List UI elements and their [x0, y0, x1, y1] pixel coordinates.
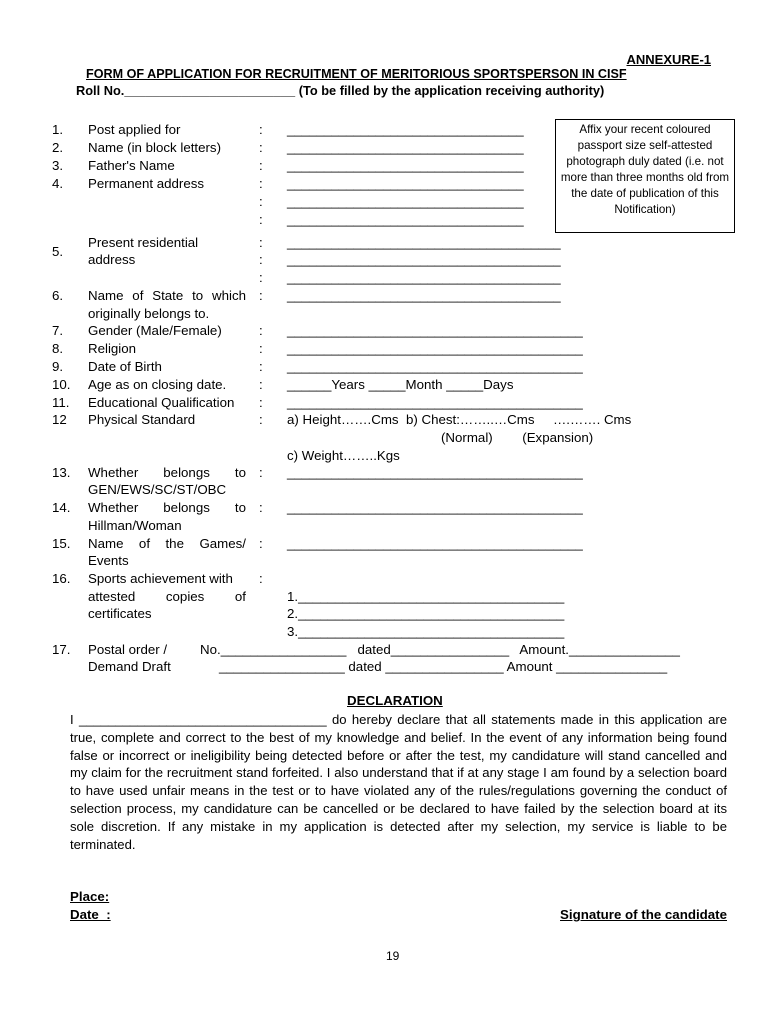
field-number: 3. — [52, 158, 64, 173]
gender-field[interactable]: ________________________________________ — [287, 323, 583, 338]
field-number: 16. — [52, 571, 71, 586]
category-field[interactable]: ________________________________________ — [287, 465, 583, 480]
field-label: Demand Draft — [88, 659, 171, 674]
field-label: Educational Qualification — [88, 395, 235, 410]
colon: : — [259, 536, 263, 551]
field-label: address — [88, 252, 136, 267]
present-address-field[interactable]: _____________________________________ — [287, 252, 561, 267]
permanent-address-field[interactable]: ________________________________ — [287, 194, 524, 209]
field-label: Whether belongs to — [88, 465, 246, 480]
colon: : — [259, 252, 263, 267]
post-applied-field[interactable]: ________________________________ — [287, 122, 524, 137]
field-label: Events — [88, 553, 129, 568]
declaration-heading: DECLARATION — [347, 693, 443, 708]
colon: : — [259, 571, 263, 586]
colon: : — [259, 176, 263, 191]
field-number: 6. — [52, 288, 64, 303]
name-field[interactable]: ________________________________ — [287, 140, 524, 155]
permanent-address-field[interactable]: ________________________________ — [287, 212, 524, 227]
page-number: 19 — [386, 949, 400, 963]
achievement-field-1[interactable]: 1.____________________________________ — [287, 589, 565, 604]
field-number: 7. — [52, 323, 64, 338]
field-label: Postal order / — [88, 642, 168, 657]
present-address-field[interactable]: _____________________________________ — [287, 235, 561, 250]
field-label: certificates — [88, 606, 152, 621]
colon: : — [259, 359, 263, 374]
colon: : — [259, 288, 263, 303]
declaration-text: I __________________________________ do hereby declare that all statements made in this application are true, complete and correct to the best of my knowledge and belief. In the event of any information being found false or incorrect or ineligibility being detected before or after the test, my candidature will stand cancelled and my claim for the recruitment stand forfeited. I also understand that if at any stage I am found by a selection board to have used unfair means in the test or to have violated any of the rules/regulations governing the conduct of selection process, my candidature can be cancelled or be declared to have failed by the selection board at its sole discretion. If any mistake in my application is detected after my selection, my service is liable to be terminated. — [70, 712, 727, 852]
colon: : — [259, 341, 263, 356]
field-number: 15. — [52, 536, 71, 551]
field-number: 2. — [52, 140, 64, 155]
field-label: Date of Birth — [88, 359, 162, 374]
colon: : — [259, 500, 263, 515]
physical-standard-field[interactable]: a) Height…….Cms b) Chest:……..…Cms ….……. Cms — [287, 412, 632, 427]
field-number: 5. — [52, 244, 64, 259]
field-number: 11. — [52, 395, 70, 410]
field-number: 13. — [52, 465, 71, 480]
field-label: Name (in block letters) — [88, 140, 222, 155]
field-number: 17. — [52, 642, 71, 657]
date-of-birth-field[interactable]: ________________________________________ — [287, 359, 583, 374]
colon: : — [259, 270, 263, 285]
state-field[interactable]: _____________________________________ — [287, 288, 561, 303]
field-label: Present residential — [88, 235, 199, 250]
achievement-field-2[interactable]: 2.____________________________________ — [287, 606, 565, 621]
colon: : — [259, 465, 263, 480]
colon: : — [259, 212, 263, 227]
place-label: Place: — [70, 889, 110, 904]
field-number: 9. — [52, 359, 64, 374]
field-number: 14. — [52, 500, 71, 515]
colon: : — [259, 140, 263, 155]
field-label: Hillman/Woman — [88, 518, 182, 533]
colon: : — [259, 377, 263, 392]
games-field[interactable]: ________________________________________ — [287, 536, 583, 551]
colon: : — [259, 412, 263, 427]
signature-label: Signature of the candidate — [560, 907, 727, 922]
roll-number-line: Roll No.________________________ (To be filled by the application receiving authority) — [76, 83, 605, 98]
colon: : — [259, 235, 263, 250]
colon: : — [259, 395, 263, 410]
qualification-field[interactable]: ________________________________________ — [287, 395, 583, 410]
field-label: Father's Name — [88, 158, 175, 173]
field-label: GEN/EWS/SC/ST/OBC — [88, 482, 227, 497]
present-address-field[interactable]: _____________________________________ — [287, 270, 561, 285]
hillman-woman-field[interactable]: ________________________________________ — [287, 500, 583, 515]
field-label: Religion — [88, 341, 137, 356]
field-label: Name of the Games/ — [88, 536, 246, 551]
achievement-field-3[interactable]: 3.____________________________________ — [287, 624, 565, 639]
field-label: Whether belongs to — [88, 500, 246, 515]
field-number: 12 — [52, 412, 67, 427]
colon: : — [259, 323, 263, 338]
colon: : — [259, 194, 263, 209]
colon: : — [259, 122, 263, 137]
field-label: Post applied for — [88, 122, 181, 137]
postal-order-field[interactable]: No._________________ dated________________ Amount._______________ — [200, 642, 680, 657]
field-number: 1. — [52, 122, 64, 137]
annexure-label: ANNEXURE-1 — [626, 52, 711, 67]
field-label: attested copies of — [88, 589, 246, 604]
weight-field[interactable]: c) Weight……..Kgs — [287, 448, 400, 463]
field-label: Sports achievement with — [88, 571, 233, 586]
field-number: 10. — [52, 377, 71, 392]
field-label: Permanent address — [88, 176, 205, 191]
colon: : — [259, 158, 263, 173]
field-label: originally belongs to. — [88, 306, 210, 321]
form-title: FORM OF APPLICATION FOR RECRUITMENT OF MERITORIOUS SPORTSPERSON IN CISF — [86, 67, 627, 81]
chest-sublabels: (Normal) (Expansion) — [441, 430, 594, 445]
permanent-address-field[interactable]: ________________________________ — [287, 176, 524, 191]
field-number: 4. — [52, 176, 64, 191]
field-label: Age as on closing date. — [88, 377, 227, 392]
date-label: Date : — [70, 907, 111, 922]
field-label: Physical Standard — [88, 412, 196, 427]
fathers-name-field[interactable]: ________________________________ — [287, 158, 524, 173]
photo-box: Affix your recent coloured passport size self-attested photograph duly dated (i.e. not more than three months old from the date of publication of this Notification) — [555, 119, 735, 233]
field-label: Name of State to which — [88, 288, 246, 303]
field-number: 8. — [52, 341, 64, 356]
demand-draft-field[interactable]: _________________ dated ________________ Amount _______________ — [219, 659, 668, 674]
age-field[interactable]: ______Years _____Month _____Days — [287, 377, 514, 392]
religion-field[interactable]: ________________________________________ — [287, 341, 583, 356]
field-label: Gender (Male/Female) — [88, 323, 222, 338]
